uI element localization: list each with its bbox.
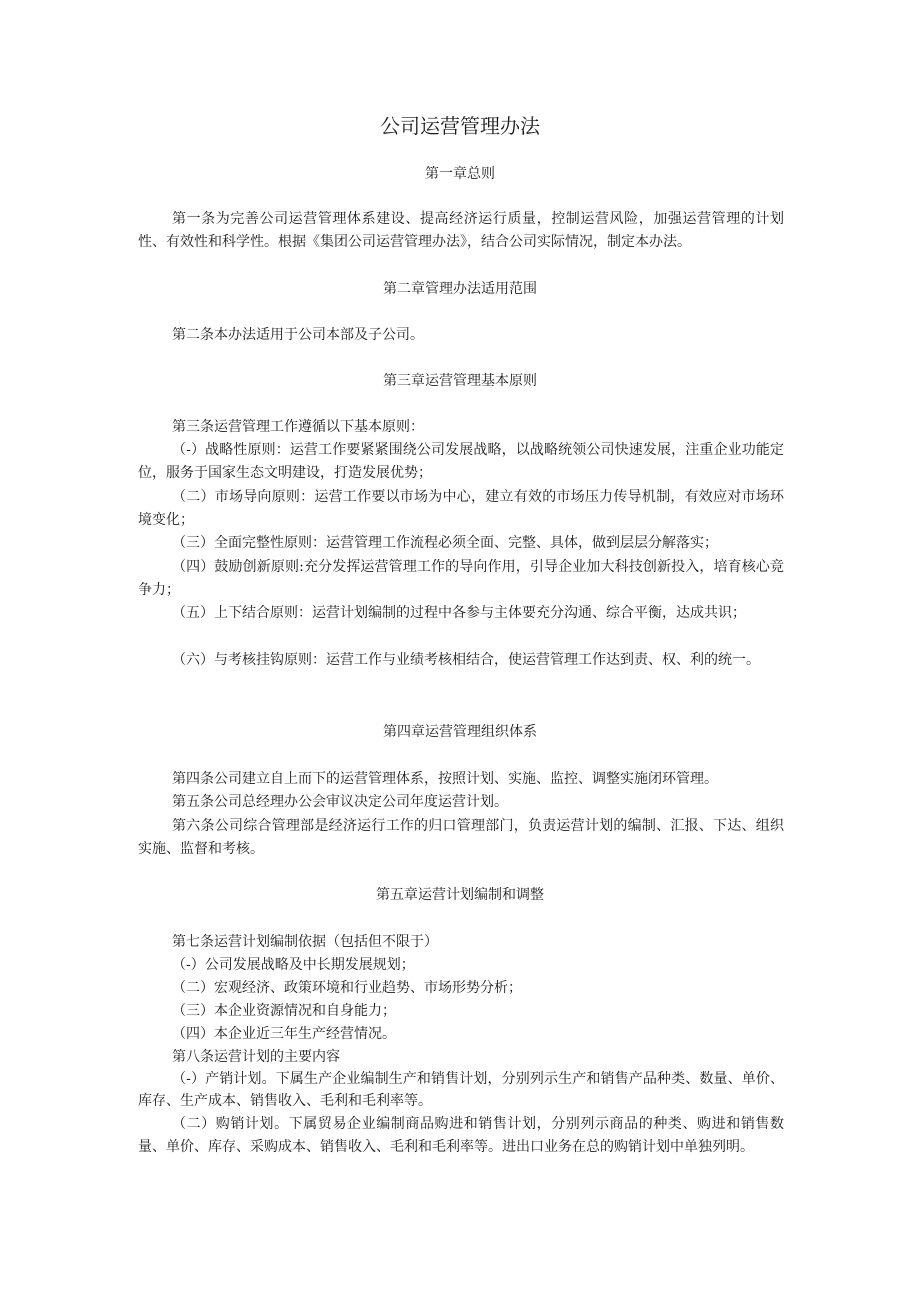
article-3-item: （三）全面完整性原则：运营管理工作流程必须全面、完整、具体，做到层层分解落实； [172, 535, 718, 551]
article-1: 第一条为完善公司运营管理体系建设、提高经济运行质量，控制运营风险，加强运营管理的计划性、有效性和科学性。根据《集团公司运营管理办法》，结合公司实际情况，制定本办法。 [138, 211, 784, 250]
chapter-4-heading: 第四章运营管理组织体系 [383, 724, 537, 740]
article-3-item: （五）上下结合原则：运营计划编制的过程中各参与主体要充分沟通、综合平衡，达成共识； [172, 605, 746, 621]
article-3: 第三条运营管理工作遵循以下基本原则： [172, 419, 424, 435]
article-3-item: （四）鼓励创新原则:充分发挥运营管理工作的导向作用，引导企业加大科技创新投入，培育核心竞争力； [138, 559, 784, 598]
article-8-item: （-）产销计划。下属生产企业编制生产和销售计划，分别列示生产和销售产品种类、数量、单价、库存、生产成本、销售收入、毛利和毛利率等。 [138, 1071, 784, 1109]
article-7-item: （二）宏观经济、政策环境和行业趋势、市场形势分析； [172, 980, 522, 996]
article-7-item: （三）本企业资源情况和自身能力； [172, 1003, 396, 1019]
article-7: 第七条运营计划编制依据（包括但不限于） [172, 934, 438, 950]
chapter-2-heading: 第二章管理办法适用范围 [383, 281, 537, 297]
article-3-item: （六）与考核挂钩原则：运营工作与业绩考核相结合，使运营管理工作达到责、权、利的统一。 [172, 652, 760, 668]
article-2: 第二条本办法适用于公司本部及子公司。 [172, 327, 424, 343]
article-4: 第四条公司建立自上而下的运营管理体系，按照计划、实施、监控、调整实施闭环管理。 [172, 771, 718, 787]
chapter-3-heading: 第三章运营管理基本原则 [383, 373, 537, 389]
document-title: 公司运营管理办法 [380, 114, 540, 138]
chapter-1-heading: 第一章总则 [425, 166, 495, 182]
article-5: 第五条公司总经理办公会审议决定公司年度运营计划。 [172, 794, 508, 810]
article-3-item: （二）市场导向原则：运营工作要以市场为中心，建立有效的市场压力传导机制，有效应对市场环境变化； [138, 489, 784, 528]
article-7-item: （四）本企业近三年生产经营情况。 [172, 1026, 396, 1042]
article-8: 第八条运营计划的主要内容 [172, 1049, 340, 1065]
article-7-item: （-）公司发展战略及中长期发展规划； [172, 957, 415, 973]
article-6: 第六条公司综合管理部是经济运行工作的归口管理部门，负责运营计划的编制、汇报、下达、组织实施、监督和考核。 [138, 818, 784, 857]
chapter-5-heading: 第五章运营计划编制和调整 [376, 887, 544, 903]
article-8-item: （二）购销计划。下属贸易企业编制商品购进和销售计划，分别列示商品的种类、购进和销售数量、单价、库存、采购成本、销售收入、毛利和毛利率等。进出口业务在总的购销计划中单独列明。 [138, 1116, 784, 1155]
article-3-item: （-）战略性原则：运营工作要紧紧围绕公司发展战略，以战略统领公司快速发展，注重企业功能定位，服务于国家生态文明建设，打造发展优势； [138, 442, 784, 481]
